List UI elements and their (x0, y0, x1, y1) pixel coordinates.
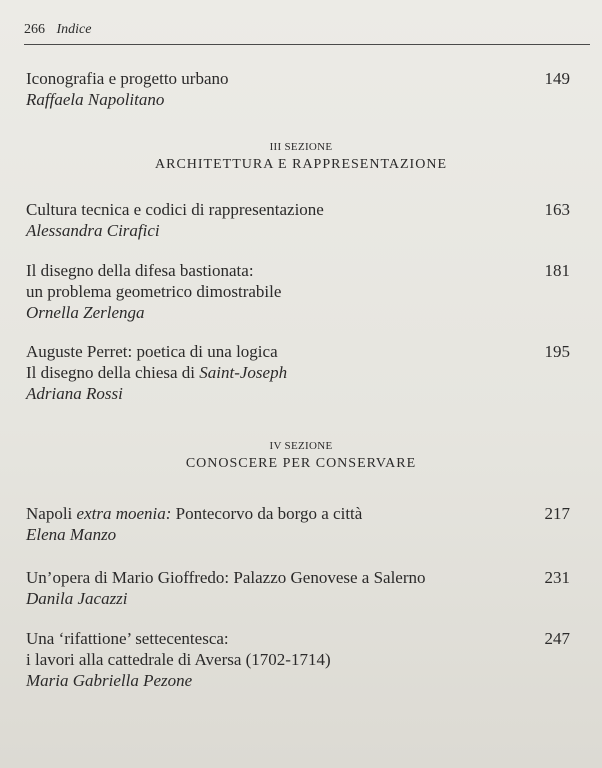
entry-author: Maria Gabriella Pezone (26, 671, 193, 690)
section-heading (0, 141, 602, 173)
entry-author: Raffaela Napolitano (26, 90, 165, 109)
entry-page: 181 (544, 261, 570, 280)
entry-author: Danila Jacazzi (26, 589, 128, 608)
entry-author: Ornella Zerlenga (26, 303, 145, 322)
entry-page: 247 (544, 629, 570, 648)
toc-entry (26, 567, 580, 609)
toc-entry (26, 503, 580, 545)
entry-title: Iconografia e progetto urbano (26, 69, 229, 88)
entry-title-italic: extra moenia: (76, 504, 172, 523)
entry-page: 163 (544, 200, 570, 219)
entry-title-line1: Una ‘rifattione’ settecentesca: (26, 629, 229, 648)
entry-title (26, 503, 580, 524)
page-number: 266 (24, 22, 45, 37)
section-label: III SEZIONE (269, 141, 333, 153)
entry-page: 231 (544, 568, 570, 587)
entry-title-line2: i lavori alla cattedrale di Aversa (1702-1714) (26, 650, 331, 669)
toc-entry (26, 68, 580, 110)
entry-author: Alessandra Cirafici (26, 221, 160, 240)
toc-entry (26, 260, 580, 323)
entry-title: Un’opera di Mario Gioffredo: Palazzo Genovese a Salerno (26, 568, 426, 587)
entry-title-line2 (26, 362, 580, 383)
entry-title-text: Pontecorvo da borgo a città (171, 504, 363, 523)
toc-entry (26, 341, 580, 404)
toc-entry (26, 199, 580, 241)
entry-title-line1: Auguste Perret: poetica di una logica (26, 342, 278, 361)
section-label: IV SEZIONE (269, 440, 333, 452)
toc-entry (26, 628, 580, 691)
entry-title: Cultura tecnica e codici di rappresentazione (26, 200, 324, 219)
entry-title-italic: Saint-Joseph (199, 363, 288, 382)
entry-author: Elena Manzo (26, 525, 117, 544)
running-header (24, 22, 91, 38)
entry-title-text: Il disegno della chiesa di (26, 363, 200, 382)
section-title: ARCHITETTURA E RAPPRESENTAZIONE (155, 157, 447, 172)
entry-title-text: Napoli (26, 504, 77, 523)
entry-page: 195 (544, 342, 570, 361)
header-rule (24, 44, 590, 45)
section-title: CONOSCERE PER CONSERVARE (185, 456, 417, 471)
entry-title-line1: Il disegno della difesa bastionata: (26, 261, 254, 280)
entry-author: Adriana Rossi (26, 384, 123, 403)
entry-page: 149 (544, 69, 570, 88)
entry-title-line2: un problema geometrico dimostrabile (26, 282, 282, 301)
section-heading (0, 440, 602, 472)
entry-page: 217 (544, 504, 570, 523)
running-title: Indice (56, 22, 92, 37)
